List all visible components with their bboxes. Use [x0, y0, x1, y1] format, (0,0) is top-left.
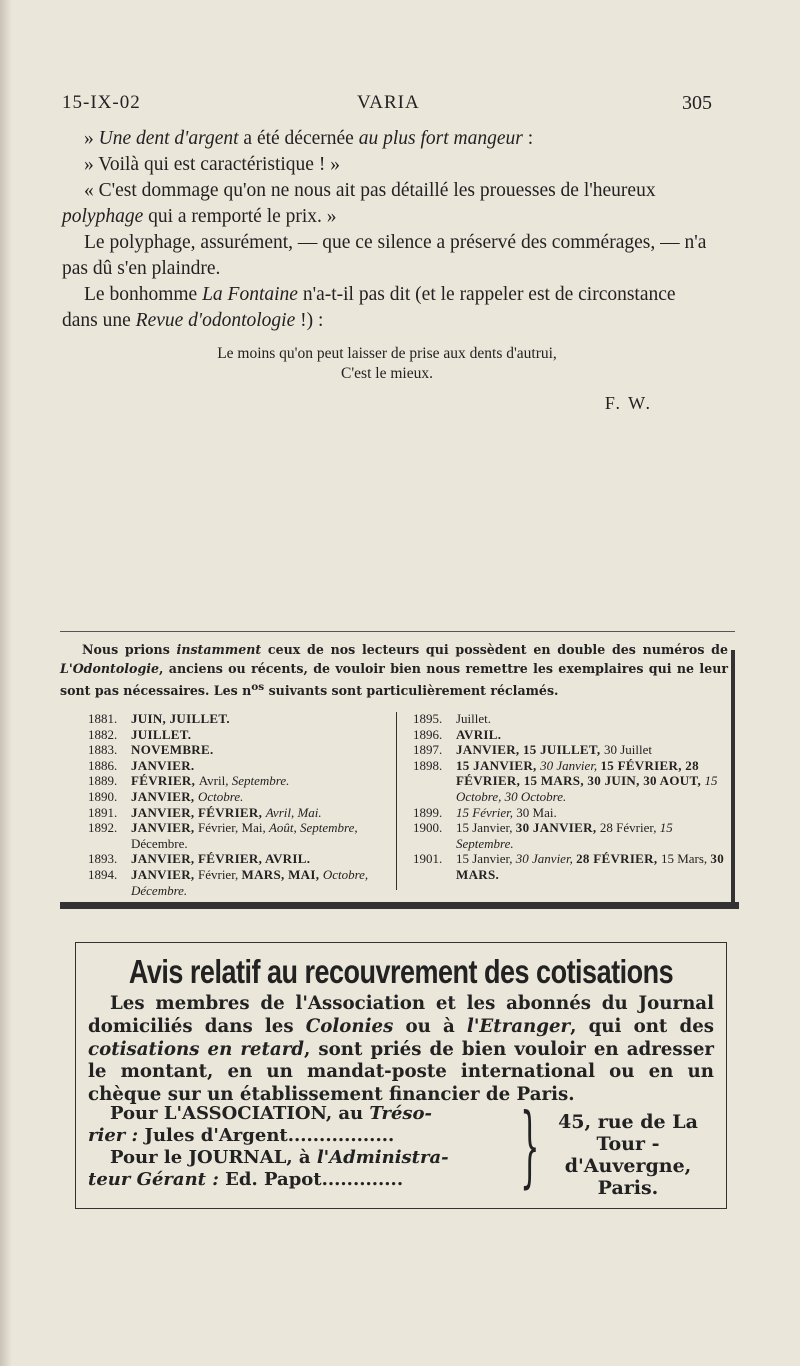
issue-part: JUIN, JUILLET. [131, 711, 230, 726]
issue-year: 1894. [88, 866, 118, 882]
issue-numbers [456, 758, 729, 805]
issue-year: 1889. [88, 773, 118, 789]
issue-part: AVRIL. [456, 726, 502, 742]
issue-year: 1891. [88, 804, 118, 820]
issue-part: JANVIER. [131, 757, 195, 773]
issues-column-left [88, 711, 392, 898]
issue-part: Août, Septembre, [268, 820, 358, 836]
issue-entry [413, 758, 729, 805]
notice-top-rule [60, 631, 735, 632]
issues-column-right [413, 711, 729, 883]
issue-numbers [131, 851, 392, 867]
notice-right-bar [731, 650, 735, 902]
issue-numbers [131, 711, 392, 727]
issue-year: 1883. [88, 742, 118, 758]
issue-part: NOVEMBRE. [131, 742, 214, 758]
issue-year: 1893. [88, 851, 118, 867]
issue-part: 15 Janvier, [456, 820, 516, 836]
running-header [62, 92, 712, 116]
issue-year: 1897. [413, 742, 443, 758]
issue-numbers [131, 789, 392, 805]
issue-year: 1882. [88, 726, 118, 742]
issue-part: 28 Février, [599, 820, 660, 836]
issue-part: Septembre. [231, 773, 290, 789]
paragraph-4: Le polyphage, assurément, — que ce silence a préservé des commérages, — n'a pas dû s'en plaindre. [62, 232, 707, 279]
issue-numbers [131, 805, 392, 821]
issue-part: 30 JANVIER, [515, 820, 600, 836]
issue-part: 28 FÉVRIER, [576, 851, 661, 867]
issue-entry [88, 773, 392, 789]
issue-part: Avril, Mai. [265, 804, 322, 820]
paragraph-2: » Voilà qui est caractéristique ! » [84, 154, 340, 175]
issue-entry [413, 820, 729, 851]
issue-entry [413, 711, 729, 727]
issue-numbers [456, 711, 729, 727]
issue-part: JANVIER, 15 JUILLET, [456, 742, 604, 758]
verse-quote: Le moins qu'on peut laisser de prise aux dents d'autrui, C'est le mieux. [217, 345, 557, 382]
issue-year: 1898. [413, 757, 443, 773]
issue-entry [413, 742, 729, 758]
issue-part: Décembre. [131, 835, 188, 851]
paragraph-5: Le bonhomme La Fontaine n'a-t-il pas dit (et le rappeler est de circonstance dans une Revue d'odontologie !) : [62, 284, 676, 331]
issue-entry [88, 727, 392, 743]
issue-year: 1901. [413, 851, 443, 867]
issue-part: JUILLET. [131, 726, 192, 742]
issue-numbers [456, 820, 729, 851]
issue-part: 30 Juillet [604, 742, 653, 758]
avis-body: Les membres de l'Association et les abonnés du Journal domiciliés dans les Colonies ou à l'Etranger, qui ont des cotisations en retard, sont priés de bien vouloir en adresser le montant, en un mandat-poste international ou en un chèque sur un établissement financier de Paris. [88, 993, 715, 1106]
issue-year: 1892. [88, 820, 118, 836]
issue-part: JANVIER, [131, 788, 198, 804]
header-section: VARIA [357, 92, 420, 113]
issue-numbers [456, 805, 729, 821]
issue-part: FÉVRIER, [131, 773, 199, 789]
issue-part: 15 JANVIER, [456, 757, 541, 773]
avis-address: 45, rue de La Tour - d'Auvergne, Paris. [558, 1111, 698, 1199]
issue-numbers [131, 773, 392, 789]
issue-entry [88, 805, 392, 821]
issue-year: 1896. [413, 726, 443, 742]
issue-entry [88, 820, 392, 851]
issue-part: 15 Mars, [660, 851, 711, 867]
page-number: 305 [682, 92, 712, 114]
issue-part: 15 Janvier, [456, 851, 516, 867]
issue-entry [88, 851, 392, 867]
issue-part: JANVIER, [131, 820, 198, 836]
notice-bottom-bar [60, 902, 739, 909]
issue-entry [413, 851, 729, 882]
article-text [62, 126, 712, 416]
issue-year: 1881. [88, 711, 118, 726]
issue-part: Février, [197, 866, 242, 882]
paragraph-3: « C'est dommage qu'on ne nous ait pas détaillé les prouesses de l'heureux polyphage qui a remporté le prix. » [62, 180, 656, 227]
page-spine [0, 0, 12, 1366]
avis-box: Avis relatif au recouvrement des cotisations Les membres de l'Association et les abonnés du Journal domiciliés dans les Colonies ou à l'Etranger, qui ont des cotisations en retard, sont priés de bien vouloir en adresser le montant, en un mandat-poste international ou en un chèque sur un établissement financier de Paris. Pour L'ASSOCIATION, au Tréso- rier : Jules d'Argent................. Pour le JOURNAL, à l'Administra- teur Gérant : Ed. Papot............. } 45, rue de La Tour - d'Auvergne, Paris. [75, 942, 727, 1209]
issue-numbers [131, 867, 392, 898]
issue-year: 1890. [88, 788, 118, 804]
issue-year: 1886. [88, 757, 118, 773]
header-date: 15-IX-02 [62, 92, 141, 113]
issue-part: Octobre, Décembre. [131, 866, 369, 898]
issue-part: Avril, [198, 773, 232, 789]
issue-part: JANVIER, FÉVRIER, AVRIL. [131, 851, 311, 867]
issue-part: 30 Janvier, [540, 757, 601, 773]
issue-part: MARS, MAI, [241, 866, 323, 882]
signature: F. W. [604, 393, 652, 413]
issue-entry [413, 805, 729, 821]
issue-year: 1900. [413, 820, 443, 836]
issue-entry [88, 742, 392, 758]
issue-part: JANVIER, [131, 866, 198, 882]
issue-entry [88, 758, 392, 774]
avis-title: Avis relatif au recouvrement des cotisations [128, 953, 674, 991]
issue-part: 15 Février, [456, 804, 517, 820]
issue-numbers [456, 851, 729, 882]
issue-part: 15 FÉVRIER, 28 FÉVRIER, 15 MARS, 30 JUIN, 30 AOUT, [456, 757, 705, 789]
issue-entry [413, 727, 729, 743]
issue-part: Octobre. [197, 788, 244, 804]
issue-part: 30 MARS. [456, 851, 725, 882]
issue-part: Juillet. [456, 711, 492, 726]
issue-numbers [131, 758, 392, 774]
issue-part: 30 Mai. [516, 804, 557, 820]
issue-entry [88, 789, 392, 805]
issue-numbers [456, 742, 729, 758]
issue-numbers [131, 742, 392, 758]
notice-box [60, 640, 728, 700]
issue-numbers [131, 727, 392, 743]
brace-glyph: } [520, 1094, 540, 1197]
issue-year: 1899. [413, 804, 443, 820]
issue-entry [88, 711, 392, 727]
issue-part: Février, Mai, [197, 820, 269, 836]
issue-part: 15 Septembre. [456, 820, 673, 851]
paragraph-1: » Une dent d'argent a été décernée au plus fort mangeur : [84, 128, 534, 149]
notice-intro: Nous prions instamment ceux de nos lecteurs qui possèdent en double des numéros de L'Odontologie, anciens ou récents, de vouloir bien nous remettre les exemplaires qui ne leur sont pas nécessaires. Les $n^{os}$ suivants sont particulièrement réclamés. [60, 642, 728, 699]
issue-entry [88, 867, 392, 898]
column-separator [396, 712, 397, 890]
issue-numbers [131, 820, 392, 851]
issue-part: 15 Octobre, 30 Octobre. [456, 773, 718, 804]
issue-part: JANVIER, FÉVRIER, [131, 804, 266, 820]
issue-part: 30 Janvier, [515, 851, 577, 867]
issue-year: 1895. [413, 711, 443, 726]
issue-numbers [456, 727, 729, 743]
